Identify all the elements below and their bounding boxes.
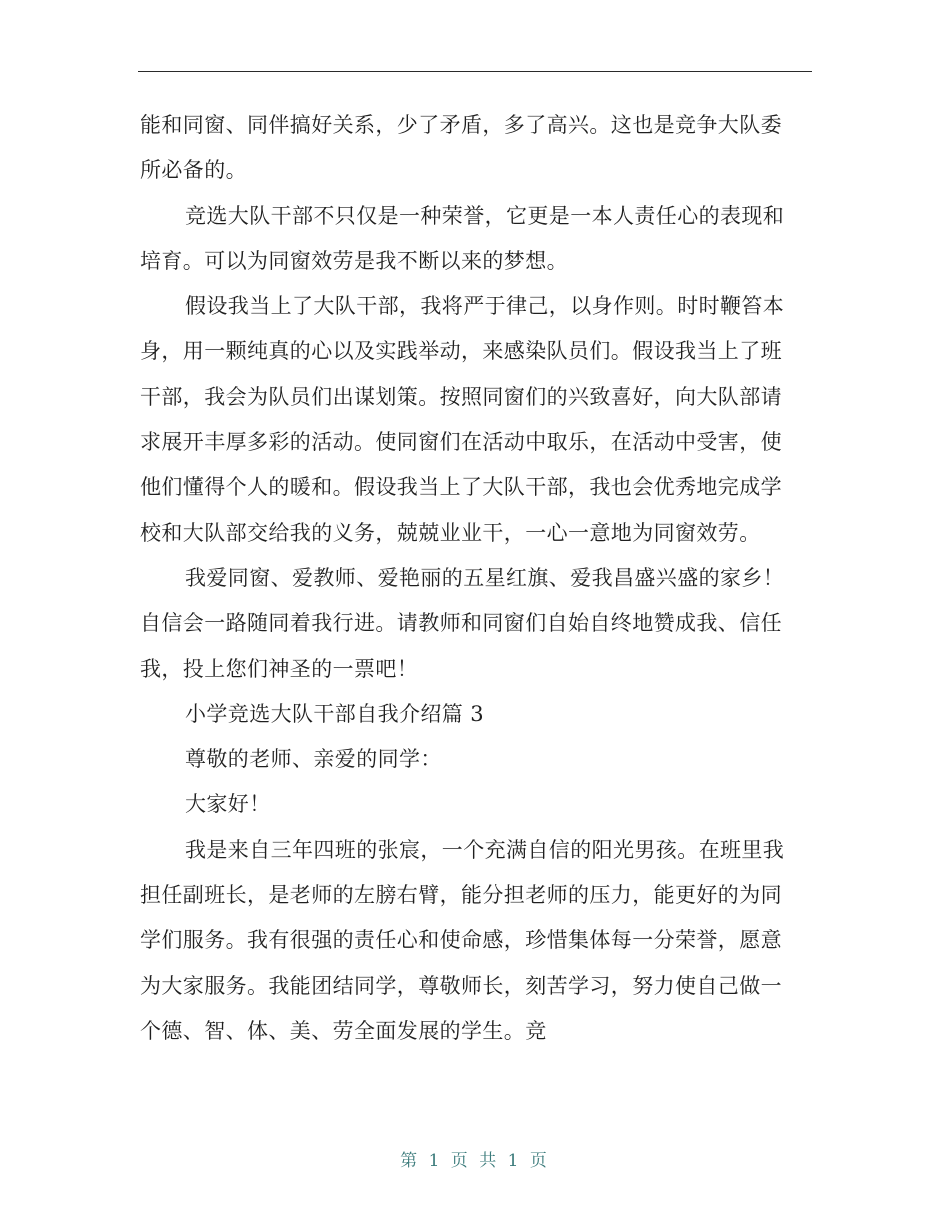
document-body — [140, 103, 800, 1054]
paragraph-4: 我爱同窗、爱教师、爱艳丽的五星红旗、爱我昌盛兴盛的家乡！自信会一路随同着我行进。请教师和同窗们自始自终地赞成我、信任我，投上您们神圣的一票吧！ — [140, 565, 785, 681]
page-number-footer: 第 1 页 共 1 页 — [400, 1151, 550, 1171]
paragraph-3: 假设我当上了大队干部，我将严于律己，以身作则。时时鞭笞本身，用一颗纯真的心以及实践举动，来感染队员们。假设我当上了班干部，我会为队员们出谋划策。按照同窗们的兴致喜好，向大队部请求展开丰厚多彩的活动。使同窗们在活动中取乐，在活动中受害，使他们懂得个人的暖和。假设我当上了大队干部，我也会优秀地完成学校和大队部交给我的义务，兢兢业业干，一心一意地为同窗效劳。 — [140, 294, 785, 545]
greeting: 大家好！ — [185, 792, 271, 817]
paragraph-8: 我是来自三年四班的张宸，一个充满自信的阳光男孩。在班里我担任副班长，是老师的左膀右臂，能分担老师的压力，能更好的为同学们服务。我有很强的责任心和使命感，珍惜集体每一分荣誉，愿意为大家服务。我能团结同学，尊敬师长，刻苦学习，努力使自己做一个德、智、体、美、劳全面发展的学生。竞 — [140, 837, 785, 1043]
header-divider — [138, 71, 812, 72]
section-heading: 小学竞选大队干部自我介绍篇 3 — [185, 701, 485, 726]
paragraph-2: 竞选大队干部不只仅是一种荣誉，它更是一本人责任心的表现和培育。可以为同窗效劳是我不断以来的梦想。 — [140, 203, 785, 273]
salutation: 尊敬的老师、亲爱的同学： — [185, 747, 442, 772]
paragraph-1: 能和同窗、同伴搞好关系，少了矛盾，多了高兴。这也是竞争大队委所必备的。 — [140, 113, 782, 183]
